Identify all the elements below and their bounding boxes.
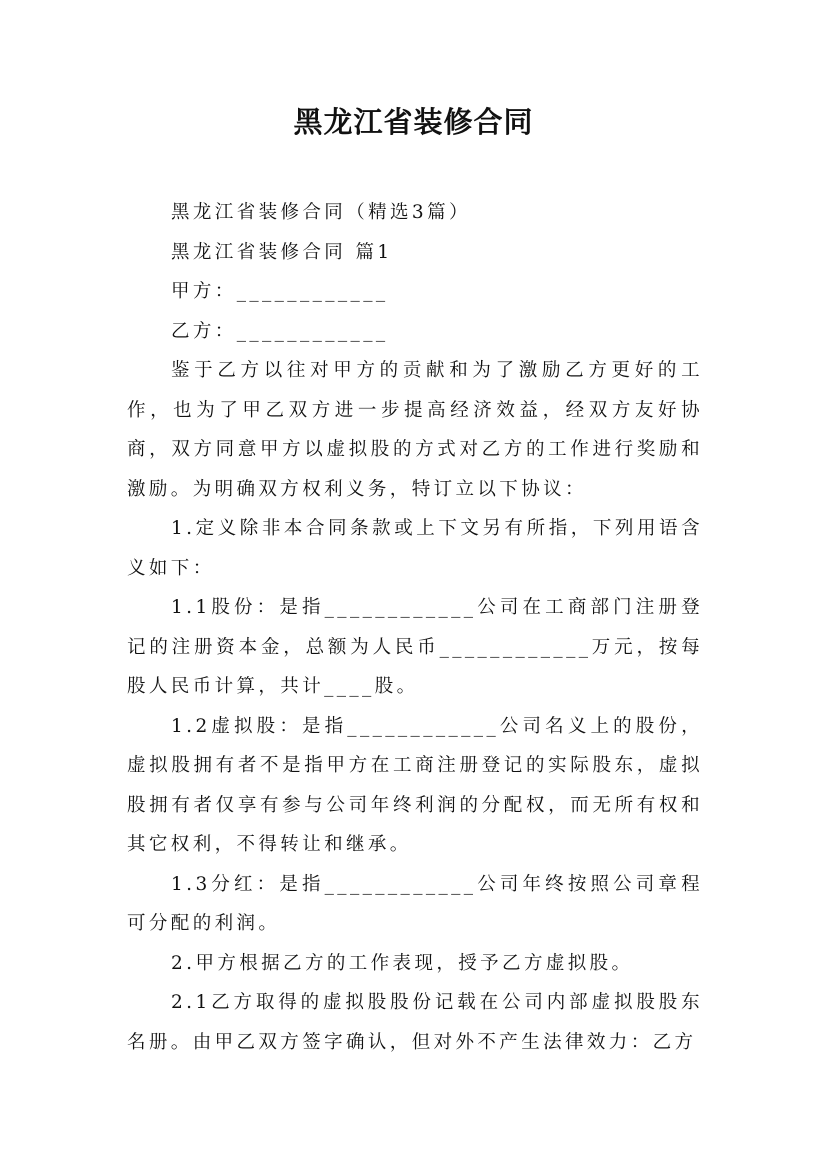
party-b-line: 乙方：____________ — [171, 320, 389, 342]
clause-1-2-virtual-shares: 1.2虚拟股：是指____________公司名义上的股份，虚拟股拥有者不是指甲方在工商注册登记的实际股东，虚拟股拥有者仅享有参与公司年终利润的分配权，而无所有权和其它权利，不得转让和继承。 — [127, 715, 703, 855]
section-heading: 黑龙江省装修合同 篇1 — [171, 241, 393, 263]
party-a-line: 甲方：____________ — [171, 281, 389, 302]
document-title: 黑龙江省装修合同 — [293, 105, 534, 139]
clause-1-1-shares: 1.1股份：是指____________公司在工商部门注册登记的注册资本金，总额为人民币____________万元，按每股人民币计算，共计____股。 — [127, 597, 703, 697]
subtitle-paragraph: 黑龙江省装修合同（精选3篇） — [171, 202, 471, 223]
clause-1-definitions: 1.定义除非本合同条款或上下文另有所指，下列用语含义如下： — [127, 518, 703, 579]
document-body — [127, 193, 703, 1062]
clause-1-3-dividends: 1.3分红：是指____________公司年终按照公司章程可分配的利润。 — [127, 873, 703, 934]
preamble-paragraph: 鉴于乙方以往对甲方的贡献和为了激励乙方更好的工作，也为了甲乙双方进一步提高经济效益，经双方友好协商，双方同意甲方以虚拟股的方式对乙方的工作进行奖励和激励。为明确双方权利义务，特订立以下协议： — [127, 360, 703, 500]
clause-2-1-register: 2.1乙方取得的虚拟股股份记载在公司内部虚拟股股东名册。由甲乙双方签字确认，但对外不产生法律效力：乙方 — [127, 992, 703, 1053]
clause-2-grant: 2.甲方根据乙方的工作表现，授予乙方虚拟股。 — [171, 952, 634, 974]
